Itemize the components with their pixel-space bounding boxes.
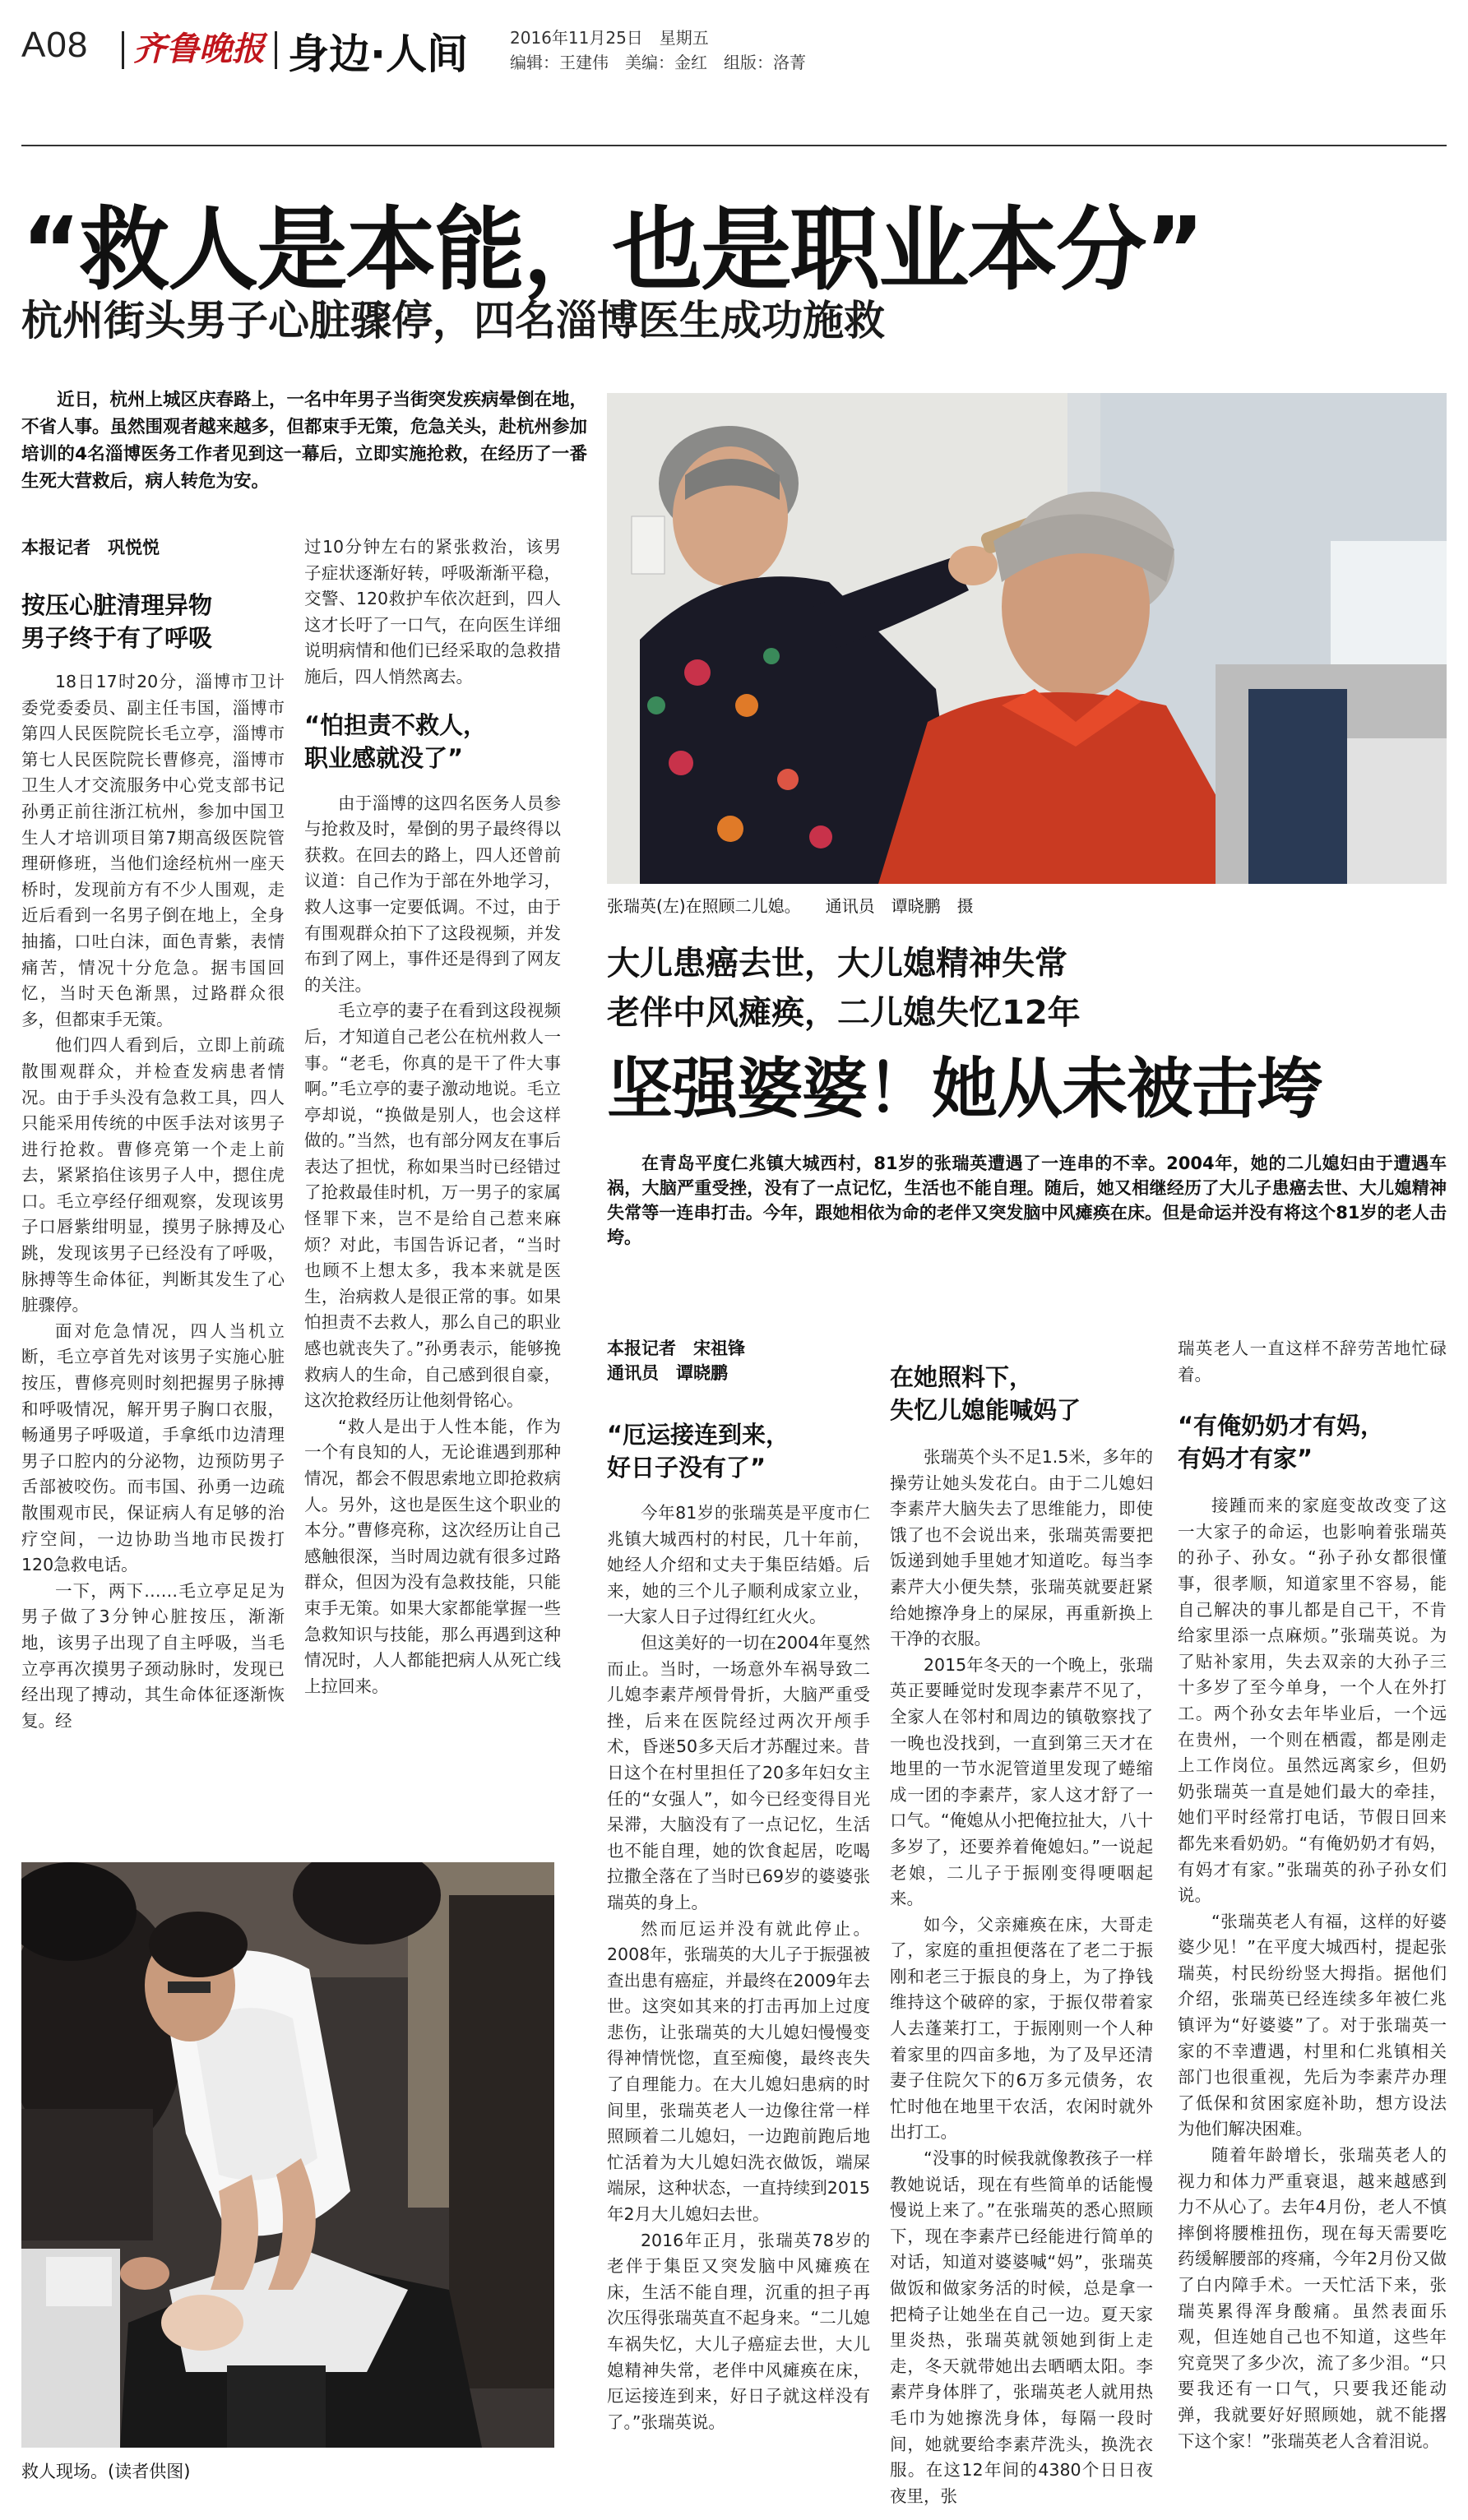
- story2-column-3: [1178, 1336, 1447, 2508]
- story1-paragraph: 面对危急情况，四人当机立断，毛立亭首先对该男子实施心脏按压，曹修亮则时刻把握男子脉搏和呼吸情况，解开男子胸口衣服，畅通男子呼吸道，手拿纸巾边清理男子口腔内的分泌物，边预防男子舌部被咬伤。而韦国、孙勇一边疏散围观市民，保证病人有足够的治疗空间，一边协助当地市民拨打120急救电话。: [21, 1320, 285, 1575]
- story1-lead: 近日，杭州上城区庆春路上，一名中年男子当街突发疾病晕倒在地，不省人事。虽然围观者越来越多，但都束手无策，危急关头，赴杭州参加培训的4名淄博医务工作者见到这一幕后，立即实施抢救，在经历了一番生死大营救后，病人转危为安。: [21, 390, 588, 492]
- story1-paragraph: 由于淄博的这四名医务人员参与抢救及时，晕倒的男子最终得以获救。在回去的路上，四人还曾前议道：自己作为于部在外地学习，救人这事一定要低调。不过，由于有围观群众拍下了这段视频，并发布到了网上，事件还是得到了网友的关注。: [304, 793, 561, 995]
- grandmother-photo: [607, 393, 1447, 884]
- masthead-divider: [122, 31, 124, 69]
- story2-column-1: [607, 1336, 870, 2508]
- page-number: A08: [21, 25, 89, 65]
- grandmother-photo-caption: 张瑞英(左)在照顾二儿媳。 通讯员 谭晓鹏 摄: [607, 896, 974, 916]
- story2-paragraph: 接踵而来的家庭变故改变了这一大家子的命运，也影响着张瑞英的孙子、孙女。“孙子孙女都很懂事，很孝顺，知道家里不容易，能自己解决的事儿都是自己干，不肯给家里添一点麻烦。”张瑞英说。为了贴补家用，失去双亲的大孙子三十多岁了至今单身，一个人在外打工。两个孙女去年毕业后，一个远在贵州，一个则在栖霞，都是刚走上工作岗位。虽然远离家乡，但奶奶张瑞英一直是她们最大的牵挂，她们平时经常打电话，节假日回来都先来看奶奶。“有俺奶奶才有妈，有妈才有家。”张瑞英的孙子孙女们说。: [1178, 1496, 1447, 1906]
- story1-subhead-2: “怕担责不救人， 职业感就没了”: [304, 710, 488, 772]
- story1-paragraph: 18日17时20分，淄博市卫计委党委委员、副主任韦国，淄博市第四人民医院院长毛立亭，淄博市第七人民医院院长曹修亮，淄博市卫生人才交流服务中心党支部书记孙勇正前往浙江杭州，参加中国卫生人才培训项目第7期高级医院管理研修班，当他们途经杭州一座天桥时，发现前方有不少人围观，走近后看到一名男子倒在地上，全身抽搐，口吐白沫，面色青紫，表情痛苦，情况十分危急。据韦国回忆，当时天色渐黑，过路群众很多，但都束手无策。: [21, 672, 285, 1029]
- story2-subhead-1: “厄运接连到来， 好日子没有了”: [607, 1421, 790, 1482]
- story1-paragraph: 一下，两下……毛立亭足足为男子做了3分钟心脏按压，渐渐地，该男子出现了自主呼吸，当毛立亭再次摸男子颈动脉时，发现已经出现了搏动，其生命体征逐渐恢复。经: [21, 1580, 285, 1731]
- story1-byline: 本报记者 巩悦悦: [21, 538, 160, 557]
- story2-paragraph: “张瑞英老人有福，这样的好婆婆少见！”在平度大城西村，提起张瑞英，村民纷纷竖大拇指。据他们介绍，张瑞英已经连续多年被仁兆镇评为“好婆婆”了。对于张瑞英一家的不幸遭遇，村里和仁兆镇相关部门也很重视，先后为李素芹办理了低保和贫困家庭补助，想方设法为他们解决困难。: [1178, 1911, 1447, 2139]
- rescue-scene-photo: [21, 1862, 554, 2448]
- story2-paragraph: 2016年正月，张瑞英78岁的老伴于集臣又突发脑中风瘫痪在床，生活不能自理，沉重的担子再次压得张瑞英直不起身来。“二儿媳车祸失忆，大儿子癌症去世，大儿媳精神失常，老伴中风瘫痪在床，厄运接连到来，好日子就这样没有了。”张瑞英说。: [607, 2230, 870, 2432]
- story2-subhead-3: “有俺奶奶才有妈， 有妈才有家”: [1178, 1412, 1385, 1473]
- editors-credit: 编辑：王建伟 美编：金红 组版：洛菁: [510, 53, 806, 72]
- story2-paragraph: 张瑞英个头不足1.5米，多年的操劳让她头发花白。由于二儿媳妇李素芹大脑失去了思维能力，即使饿了也不会说出来，张瑞英需要把饭递到她手里她才知道吃。每当李素芹大小便失禁，张瑞英就要赶紧给她擦净身上的屎尿，再重新换上干净的衣服。: [890, 1447, 1153, 1649]
- paper-name: 齐鲁晚报: [133, 30, 265, 68]
- story1-subhead-1: 按压心脏清理异物 男子终于有了呼吸: [21, 591, 213, 652]
- story2-subhead-2: 在她照料下， 失忆儿媳能喊妈了: [890, 1363, 1081, 1424]
- rescue-photo-caption: 救人现场。(读者供图): [21, 2462, 191, 2481]
- section-name: 身边·人间: [288, 30, 468, 78]
- story1-headline: “救人是本能，也是职业本分”: [21, 197, 1203, 303]
- issue-date: 2016年11月25日 星期五: [510, 28, 709, 48]
- story2-paragraph: 今年81岁的张瑞英是平度市仁兆镇大城西村的村民，几十年前，她经人介绍和丈夫于集臣结婚。后来，她的三个儿子顺利成家立业，一大家人日子过得红红火火。: [607, 1503, 870, 1627]
- story1-paragraph: 过10分钟左右的紧张救治，该男子症状逐渐好转，呼吸渐渐平稳，交警、120救护车依次赶到，四人这才长吁了一口气，在向医生详细说明病情和他们已经采取的急救措施后，四人悄然离去。: [304, 537, 561, 687]
- story1-paragraph: “救人是出于人性本能，作为一个有良知的人，无论谁遇到那种情况，都会不假思索地立即抢救病人。另外，这也是医生这个职业的本分。”曹修亮称，这次经历让自己感触很深，当时周边就有很多过路群众，但因为没有急救技能，只能束手无策。如果大家都能掌握一些急救知识与技能，那么再遇到这种情况时，人人都能把病人从死亡线上拉回来。: [304, 1416, 561, 1696]
- story2-title: 坚强婆婆！她从未被击垮: [607, 1051, 1322, 1127]
- story2-paragraph: 如今，父亲瘫痪在床，大哥走了，家庭的重担便落在了老二于振刚和老三于振良的身上，为了挣钱维持这个破碎的家，于振仅带着家人去蓬莱打工，于振刚则一个人种着家里的四亩多地，为了及早还清妻子住院欠下的6万多元债务，农忙时他在地里干农活，农闲时就外出打工。: [890, 1914, 1153, 2143]
- story1-column-2: [304, 534, 561, 1850]
- story2-lead: 在青岛平度仁兆镇大城西村，81岁的张瑞英遭遇了一连串的不幸。2004年，她的二儿媳妇由于遭遇车祸，大脑严重受挫，没有了一点记忆，生活也不能自理。随后，她又相继经历了大儿子患癌去世、大儿媳精神失常等一连串打击。今年，跟她相依为命的老伴又突发脑中风瘫痪在床。但是命运并没有将这个81岁的老人击垮。: [607, 1154, 1447, 1247]
- story2-byline: 本报记者 宋祖锋 通讯员 谭晓鹏: [607, 1339, 745, 1383]
- story2-paragraph: 然而厄运并没有就此停止。2008年，张瑞英的大儿子于振强被查出患有癌症，并最终在2009年去世。这突如其来的打击再加上过度悲伤，让张瑞英的大儿媳妇慢慢变得神情恍惚，直至痴傻，最终丧失了自理能力。在大儿媳妇患病的时间里，张瑞英老人一边像往常一样照顾着二儿媳妇，一边跑前跑后地忙活着为大儿媳妇洗衣做饭，端屎端尿，这种状态，一直持续到2015年2月大儿媳妇去世。: [607, 1918, 870, 2225]
- story2-column-2: [890, 1361, 1153, 2508]
- story2-paragraph: 随着年龄增长，张瑞英老人的视力和体力严重衰退，越来越感到力不从心了。去年4月份，老人不慎摔倒将腰椎扭伤，现在每天需要吃药缓解腰部的疼痛，今年2月份又做了白内障手术。一天忙活下来，张瑞英累得浑身酸痛。虽然表面乐观，但连她自己也不知道，这些年究竟哭了多少次，流了多少泪。“只要我还有一口气，只要我还能动弹，我就要好好照顾她，就不能撂下这个家！”张瑞英老人含着泪说。: [1178, 2145, 1447, 2451]
- story1-paragraph: 他们四人看到后，立即上前疏散围观群众，并检查发病患者情况。由于手头没有急救工具，四人只能采用传统的中医手法对该男子进行抢救。曹修亮第一个走上前去，紧紧掐住该男子人中，摁住虎口。毛立亭经仔细观察，发现该男子口唇紫绀明显，摸男子脉搏及心跳，发现该男子已经没有了呼吸，脉搏等生命体征，判断其发生了心脏骤停。: [21, 1035, 285, 1315]
- story2-deck-1: 大儿患癌去世，大儿媳精神失常: [607, 945, 1067, 983]
- masthead-rule: [21, 145, 1447, 146]
- story2-deck-2: 老伴中风瘫痪，二儿媳失忆12年: [607, 994, 1081, 1032]
- story2-paragraph: 2015年冬天的一个晚上，张瑞英正要睡觉时发现李素芹不见了，全家人在邻村和周边的镇敬察找了一晚也没找到，一直到第三天才在地里的一节水泥管道里发现了蜷缩成一团的李素芹，家人这才舒了一口气。“俺媳从小把俺拉扯大，八十多岁了，还要养着俺媳妇。”一说起老娘，二儿子于振刚变得哽咽起来。: [890, 1654, 1153, 1909]
- masthead-divider: [275, 31, 277, 69]
- story1-column-1: [21, 534, 285, 1850]
- story1-paragraph: 毛立亭的妻子在看到这段视频后，才知道自己老公在杭州救人一事。“老毛，你真的是干了件大事啊。”毛立亭的妻子激动地说。毛立亭却说，“换做是别人，也会这样做的。”当然，也有部分网友在事后表达了担忧，称如果当时已经错过了抢救最佳时机，万一男子的家属怪罪下来，岂不是给自己惹来麻烦？对此，韦国告诉记者，“当时也顾不上想太多，我本来就是医生，治病救人是很正常的事。如果怕担责不去救人，那么自己的职业感也就丧失了。”孙勇表示，能够挽救病人的生命，自己感到很自豪，这次抢救经历让他刻骨铭心。: [304, 1001, 561, 1411]
- story2-paragraph: 瑞英老人一直这样不辞劳苦地忙碌着。: [1178, 1339, 1447, 1385]
- story2-paragraph: 但这美好的一切在2004年戛然而止。当时，一场意外车祸导致二儿媳李素芹颅骨骨折，大脑严重受挫，后来在医院经过两次开颅手术，昏迷50多天后才苏醒过来。昔日这个在村里担任了20多年妇女主任的“女强人”，如今已经变得目光呆滞，大脑没有了一点记忆，生活也不能自理，她的饮食起居，吃喝拉撒全落在了当时已69岁的婆婆张瑞英的身上。: [607, 1632, 870, 1912]
- story2-paragraph: “没事的时候我就像教孩子一样教她说话，现在有些简单的话能慢慢说上来了。”在张瑞英的悉心照顾下，现在李素芹已经能进行简单的对话，知道对婆婆喊“妈”，张瑞英做饭和做家务活的时候，总是拿一把椅子让她坐在自己一边。夏天家里炎热，张瑞英就领她到街上走走，冬天就带她出去晒晒太阳。李素芹身体胖了，张瑞英老人就用热毛巾为她擦洗身体，每隔一段时间，她就要给李素芹洗头，换洗衣服。在这12年间的4380个日日夜夜里，张: [890, 2148, 1153, 2506]
- story1-subheadline: 杭州街头男子心脏骤停，四名淄博医生成功施救: [21, 297, 885, 344]
